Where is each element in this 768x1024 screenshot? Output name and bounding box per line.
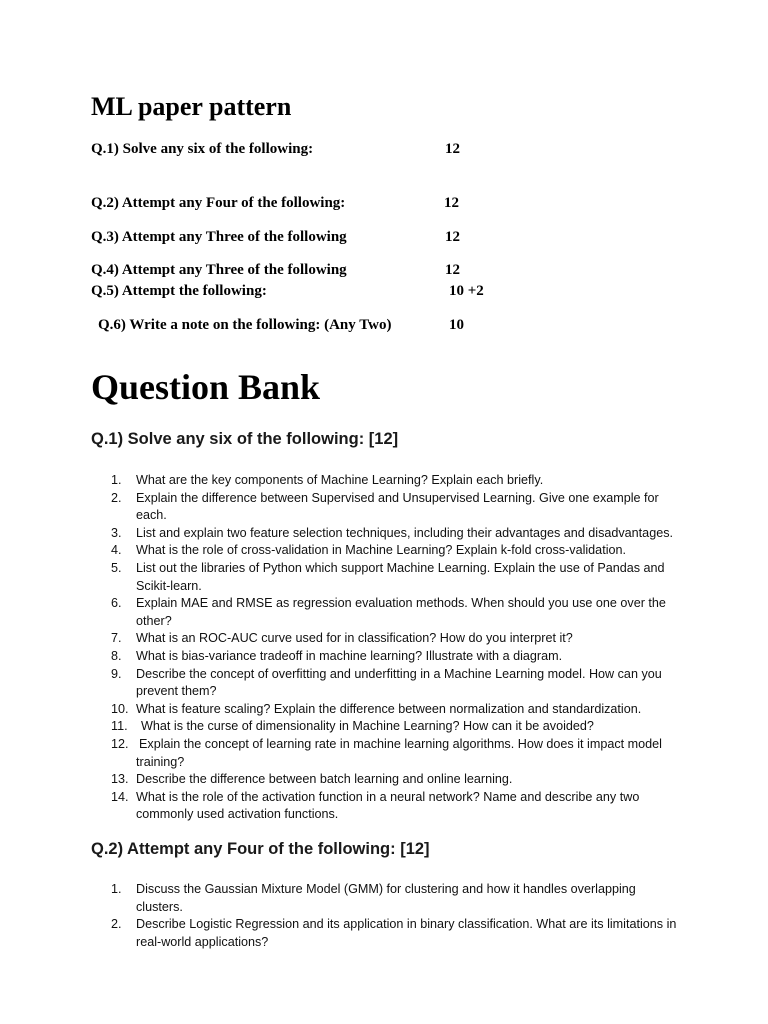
item-number: 11. [111,719,128,734]
pattern-row-q6: Q.6) Write a note on the following: (Any Two) [98,317,392,333]
pattern-marks-q2: 12 [444,195,459,211]
item-number: 13. [111,772,129,787]
item-text: What is an ROC-AUC curve used for in classification? How do you interpret it? [136,631,573,646]
item-number: 3. [111,525,122,540]
item-number: 8. [111,648,122,663]
item-text: List and explain two feature selection techniques, including their advantages and disadvantages. [136,525,673,540]
item-text: Explain the difference between Supervised and Unsupervised Learning. Give one example for each. [136,490,659,523]
list-item [0,472,681,490]
item-number: 7. [111,631,122,646]
item-number: 2. [111,490,122,505]
item-text: Explain the concept of learning rate in machine learning algorithms. How does it impact model training? [136,736,662,769]
item-text: Describe the concept of overfitting and underfitting in a Machine Learning model. How can you prevent them? [136,666,662,699]
item-number: 6. [111,596,122,611]
pattern-marks-q1: 12 [445,141,460,157]
pattern-row-q1: Q.1) Solve any six of the following: [91,141,314,157]
item-number: 9. [111,666,122,681]
pattern-row-q2: Q.2) Attempt any Four of the following: [91,195,346,211]
item-number: 14. [111,789,129,804]
item-text: List out the libraries of Python which support Machine Learning. Explain the use of Pandas and Scikit-learn. [136,560,665,593]
list-item [0,701,681,719]
section-heading-q1: Q.1) Solve any six of the following: [12] [91,430,399,448]
item-text: What is feature scaling? Explain the difference between normalization and standardization. [136,701,642,716]
question-bank-title: Question Bank [91,367,321,407]
item-number: 10. [111,701,129,716]
pattern-title: ML paper pattern [91,92,292,121]
item-text: Describe Logistic Regression and its application in binary classification. What are its limitations in real-world applications? [136,917,677,949]
item-number: 5. [111,560,122,575]
list-item [0,736,681,771]
item-number: 2. [111,917,122,932]
list-item [0,490,681,525]
list-item [0,542,681,560]
list-item [0,630,681,648]
pattern-row-q3: Q.3) Attempt any Three of the following [91,229,347,245]
list-item [0,881,681,916]
item-text: Describe the difference between batch learning and online learning. [136,772,513,787]
list-item [0,771,681,789]
item-text: What is the curse of dimensionality in Machine Learning? How can it be avoided? [141,719,594,734]
list-item [0,666,681,701]
list-item [0,916,681,951]
section-heading-q2: Q.2) Attempt any Four of the following: [12] [91,840,430,858]
pattern-row-q4: Q.4) Attempt any Three of the following [91,262,347,278]
item-number: 4. [111,543,122,558]
pattern-marks-q3: 12 [445,229,460,245]
question-list-q1 [0,472,681,824]
pattern-marks-q4: 12 [445,262,460,278]
list-item [0,648,681,666]
item-number: 12. [111,736,129,751]
list-item [0,789,681,824]
list-item [0,595,681,630]
item-text: Discuss the Gaussian Mixture Model (GMM) for clustering and how it handles overlapping clusters. [136,882,636,914]
pattern-row-q5: Q.5) Attempt the following: [91,283,267,299]
item-text: What is bias-variance tradeoff in machine learning? Illustrate with a diagram. [136,648,563,663]
list-item [0,560,681,595]
list-item [0,525,681,543]
item-text: What is the role of the activation function in a neural network? Name and describe any two commonly used activation functions. [136,789,640,822]
list-item [0,718,681,736]
item-number: 1. [111,473,122,487]
pattern-marks-q5: 10 +2 [449,283,484,299]
item-text: Explain MAE and RMSE as regression evaluation methods. When should you use one over the other? [136,596,666,628]
question-list-q2 [0,881,681,951]
pattern-marks-q6: 10 [449,317,464,333]
item-text: What is the role of cross-validation in Machine Learning? Explain k-fold cross-validation. [136,543,626,558]
item-text: What are the key components of Machine Learning? Explain each briefly. [136,473,544,487]
item-number: 1. [111,882,122,896]
